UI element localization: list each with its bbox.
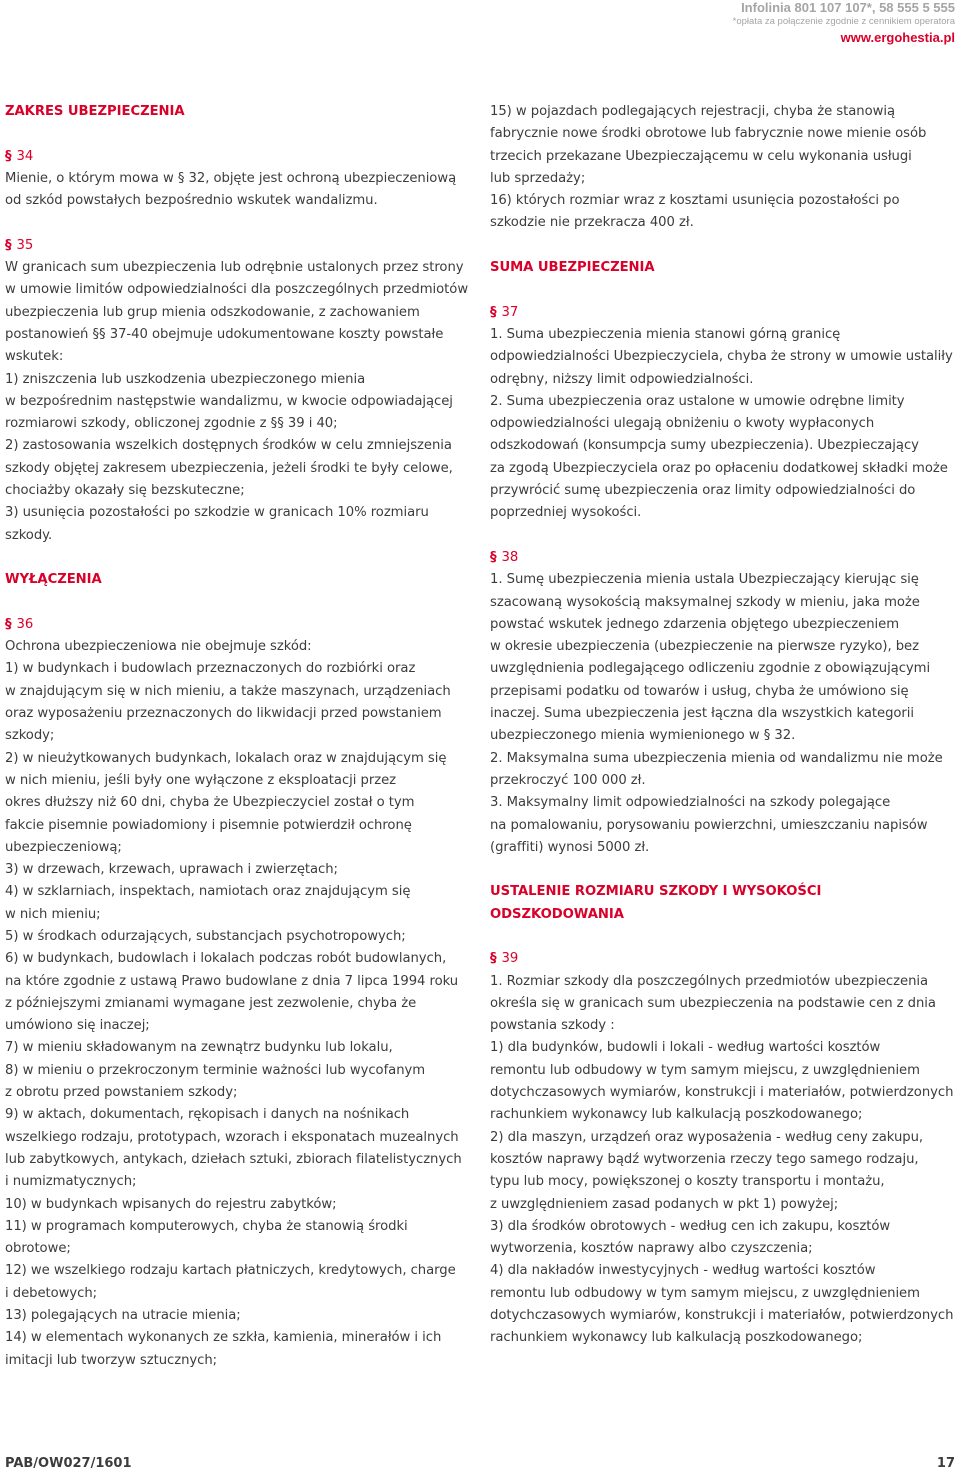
text-line: od szkód powstałych bezpośrednio wskutek wandalizmu. [5, 193, 378, 209]
text-line: 2) w nieużytkowanych budynkach, lokalach oraz w znajdującym się [5, 750, 447, 766]
text-line: z późniejszymi zmianami wymagane jest zezwolenie, chyba że [5, 995, 417, 1011]
text-line: przywrócić sumę ubezpieczenia oraz limity odpowiedzialności do [490, 483, 916, 499]
section-symbol: § [490, 304, 497, 320]
text-line: typu lub mocy, powiększonej o koszty transportu i montażu, [490, 1174, 885, 1190]
header-contact [733, 0, 955, 44]
section-symbol: § [5, 237, 12, 253]
text-line: 2) zastosowania wszelkich dostępnych środków w celu zmniejszenia [5, 438, 452, 454]
text-line: wskutek: [5, 349, 64, 365]
text-line: w znajdującym się w nich mieniu, a także maszynach, urządzeniach [5, 683, 451, 699]
text-line: szkody. [5, 527, 53, 543]
text-line: rachunkiem wykonawcy lub kalkulacją poszkodowanego; [490, 1330, 863, 1346]
text-line: z uwzględnieniem zasad podanych w pkt 1) powyżej; [490, 1196, 839, 1212]
text-line: szkodzie nie przekracza 400 zł. [490, 215, 694, 231]
text-line: 1) w budynkach i budowlach przeznaczonych do rozbiórki oraz [5, 661, 416, 677]
hotline-note: *opłata za połączenie zgodnie z cennikiem operatora [732, 16, 955, 27]
text-line: ubezpieczenia lub grup mienia odszkodowanie, z zachowaniem [5, 304, 420, 320]
text-line: obrotowe; [5, 1241, 71, 1257]
text-line: za zgodą Ubezpieczyciela oraz po opłaceniu dodatkowej składki może [490, 460, 948, 476]
section-36-continued [490, 101, 958, 235]
text-line: oraz wyposażeniu przeznaczonych do likwidacji przed powstaniem [5, 706, 442, 722]
text-line: przekroczyć 100 000 zł. [490, 772, 646, 788]
text-line: lub sprzedaży; [490, 170, 586, 186]
text-line: odrębny, niższy limit odpowiedzialności. [490, 371, 754, 387]
text-line: umówiono się inaczej; [5, 1018, 150, 1034]
text-line: 2) dla maszyn, urządzeń oraz wyposażenia - według ceny zakupu, [490, 1129, 924, 1145]
text-line: remontu lub odbudowy w tym samym miejscu, z uwzględnieniem [490, 1062, 920, 1078]
section-36 [5, 614, 473, 1372]
text-line: remontu lub odbudowy w tym samym miejscu, z uwzględnieniem [490, 1285, 920, 1301]
text-line: 10) w budynkach wpisanych do rejestru zabytków; [5, 1196, 337, 1212]
text-line: rachunkiem wykonawcy lub kalkulacją poszkodowanego; [490, 1107, 863, 1123]
text-line: w okresie ubezpieczenia (ubezpieczenie na pierwsze ryzyko), bez [490, 639, 919, 655]
text-line: 3. Maksymalny limit odpowiedzialności na szkody polegające [490, 795, 891, 811]
text-line: 2. Maksymalna suma ubezpieczenia mienia od wandalizmu nie może [490, 750, 943, 766]
text-line: w bezpośrednim następstwie wandalizmu, w kwocie odpowiadającej [5, 393, 453, 409]
text-line: Ochrona ubezpieczeniowa nie obejmuje szkód: [5, 639, 312, 655]
text-line: 1) zniszczenia lub uszkodzenia ubezpieczonego mienia [5, 371, 366, 387]
section-number: § 35 [5, 237, 34, 253]
text-line: wytworzenia, kosztów naprawy albo czyszczenia; [490, 1241, 813, 1257]
text-line: W granicach sum ubezpieczenia lub odrębnie ustalonych przez strony [5, 260, 464, 276]
text-line: 4) w szklarniach, inspektach, namiotach oraz znajdującym się [5, 884, 411, 900]
section-body [5, 168, 473, 213]
text-line: 1. Rozmiar szkody dla poszczególnych przedmiotów ubezpieczenia [490, 973, 929, 989]
section-symbol: § [490, 549, 497, 565]
section-number: § 36 [5, 616, 34, 632]
text-line: odszkodowań (konsumpcja sumy ubezpieczenia). Ubezpieczający [490, 438, 919, 454]
text-line: dotychczasowych wymiarów, konstrukcji i materiałów, potwierdzonych [490, 1085, 954, 1101]
text-line: rozmiarowi szkody, obliczonej zgodnie z §§ 39 i 40; [5, 416, 338, 432]
section-symbol: § [5, 148, 12, 164]
text-line: okres dłuższy niż 60 dni, chyba że Ubezpieczyciel został o tym [5, 795, 415, 811]
website-link[interactable]: www.ergohestia.pl [840, 29, 955, 45]
text-line: 2. Suma ubezpieczenia oraz ustalone w umowie odrębne limity [490, 393, 905, 409]
section-symbol: § [490, 951, 497, 967]
section-38 [490, 547, 958, 859]
text-line: 5) w środkach odurzających, substancjach psychotropowych; [5, 928, 406, 944]
heading-zakres: ZAKRES UBEZPIECZENIA [5, 104, 185, 119]
heading-suma: SUMA UBEZPIECZENIA [490, 260, 655, 276]
right-column [490, 101, 958, 1350]
text-line: (graffiti) wynosi 5000 zł. [490, 839, 650, 855]
section-body [490, 569, 958, 859]
section-symbol: § [5, 616, 12, 632]
text-line: lub zabytkowych, antykach, dziełach sztuki, zbiorach filatelistycznych [5, 1151, 462, 1167]
text-line: 13) polegających na utracie mienia; [5, 1308, 241, 1324]
text-line: fabrycznie nowe środki obrotowe lub fabrycznie nowe mienie osób [490, 126, 927, 142]
text-line: odpowiedzialności Ubezpieczyciela, chyba że strony w umowie ustaliły [490, 349, 953, 365]
section-body [490, 971, 958, 1350]
section-34 [5, 146, 473, 213]
section-37 [490, 302, 958, 525]
text-line: imitacji lub tworzyw sztucznych; [5, 1352, 218, 1368]
text-line: z obrotu przed powstaniem szkody; [5, 1085, 238, 1101]
text-line: wszelkiego rodzaju, prototypach, wzorach i eksponatach muzealnych [5, 1129, 459, 1145]
text-line: ubezpieczonego mienia wymienionego w § 32. [490, 728, 796, 744]
page-number: 17 [936, 1456, 955, 1471]
text-line: i debetowych; [5, 1285, 98, 1301]
section-number: § 37 [490, 304, 519, 320]
text-line: fakcie pisemnie powiadomiony i pisemnie potwierdził ochronę [5, 817, 412, 833]
text-line: powstania szkody : [490, 1018, 615, 1034]
text-line: trzecich przekazane Ubezpieczającemu w celu wykonania usługi [490, 148, 912, 164]
text-line: 6) w budynkach, budowlach i lokalach podczas robót budowlanych, [5, 951, 447, 967]
section-body [5, 636, 473, 1372]
text-line: kosztów naprawy bądź wytworzenia rzeczy tego samego rodzaju, [490, 1151, 919, 1167]
heading-ustalenie-line1: USTALENIE ROZMIARU SZKODY I WYSOKOŚCI [490, 884, 822, 900]
text-line: 3) w drzewach, krzewach, uprawach i zwierzętach; [5, 862, 338, 878]
text-line: na które zgodnie z ustawą Prawo budowlane z dnia 7 lipca 1994 roku [5, 973, 459, 989]
text-line: 4) dla nakładów inwestycyjnych - według wartości kosztów [490, 1263, 876, 1279]
section-35 [5, 235, 473, 547]
text-line: w umowie limitów odpowiedzialności dla poszczególnych przedmiotów [5, 282, 469, 298]
heading-wylaczenia: WYŁĄCZENIA [5, 572, 102, 588]
text-line: określa się w granicach sum ubezpieczenia na podstawie cen z dnia [490, 995, 936, 1011]
text-line: w nich mieniu, jeśli były one wyłączone z eksploatacji przez [5, 772, 397, 788]
text-line: na pomalowaniu, porysowaniu powierzchni, umieszczaniu napisów [490, 817, 928, 833]
left-column [5, 101, 473, 1372]
text-line: 1) dla budynków, budowli i lokali - według wartości kosztów [490, 1040, 881, 1056]
text-line: 1. Sumę ubezpieczenia mienia ustala Ubezpieczający kierując się [490, 572, 919, 588]
text-line: szacowaną wysokością maksymalnej szkody w mieniu, jaka może [490, 594, 920, 610]
heading-ustalenie-line2: ODSZKODOWANIA [490, 906, 624, 922]
section-39 [490, 948, 958, 1349]
text-line: postanowień §§ 37-40 obejmuje udokumentowane koszty powstałe [5, 326, 444, 342]
text-line: 14) w elementach wykonanych ze szkła, kamienia, minerałów i ich [5, 1330, 442, 1346]
text-line: odpowiedzialności ulegają obniżeniu o kwoty wypłaconych [490, 416, 875, 432]
text-line: szkody objętej zakresem ubezpieczenia, jeżeli środki te były celowe, [5, 460, 453, 476]
section-body [5, 257, 473, 547]
text-line: 3) usunięcia pozostałości po szkodzie w granicach 10% rozmiaru [5, 505, 429, 521]
section-body [490, 324, 958, 525]
section-number: § 34 [5, 148, 34, 164]
text-line: Mienie, o którym mowa w § 32, objęte jest ochroną ubezpieczeniową [5, 170, 457, 186]
section-number: § 38 [490, 549, 519, 565]
text-line: 1. Suma ubezpieczenia mienia stanowi górną granicę [490, 326, 841, 342]
text-line: poprzedniej wysokości. [490, 505, 642, 521]
text-line: 15) w pojazdach podlegających rejestracji, chyba że stanowią [490, 104, 895, 119]
section-number: § 39 [490, 951, 519, 967]
text-line: uwzględnienia podlegającego odliczeniu zgodnie z obowiązującymi [490, 661, 931, 677]
text-line: chociażby okazały się bezskuteczne; [5, 483, 245, 499]
text-line: przepisami podatku od towarów i usług, chyba że umówiono się [490, 683, 909, 699]
text-line: 8) w mieniu o przekroczonym terminie ważności lub wycofanym [5, 1062, 426, 1078]
text-line: 3) dla środków obrotowych - według cen ich zakupu, kosztów [490, 1218, 891, 1234]
text-line: ubezpieczeniową; [5, 839, 122, 855]
text-line: dotychczasowych wymiarów, konstrukcji i materiałów, potwierdzonych [490, 1308, 954, 1324]
text-line: 12) we wszelkiego rodzaju kartach płatniczych, kredytowych, charge [5, 1263, 456, 1279]
text-line: 16) których rozmiar wraz z kosztami usunięcia pozostałości po [490, 193, 900, 209]
text-line: 9) w aktach, dokumentach, rękopisach i danych na nośnikach [5, 1107, 410, 1123]
hotline-text: Infolinia 801 107 107*, 58 555 5 555 [741, 0, 955, 15]
text-line: inaczej. Suma ubezpieczenia jest łączna dla wszystkich kategorii [490, 706, 915, 722]
text-line: szkody; [5, 728, 55, 744]
text-line: 7) w mieniu składowanym na zewnątrz budynku lub lokalu, [5, 1040, 393, 1056]
text-line: powstać wskutek jednego zdarzenia objętego ubezpieczeniem [490, 616, 899, 632]
document-code: PAB/OW027/1601 [5, 1456, 132, 1471]
text-line: 11) w programach komputerowych, chyba że stanowią środki [5, 1218, 408, 1234]
text-line: w nich mieniu; [5, 906, 101, 922]
text-line: i numizmatycznych; [5, 1174, 137, 1190]
